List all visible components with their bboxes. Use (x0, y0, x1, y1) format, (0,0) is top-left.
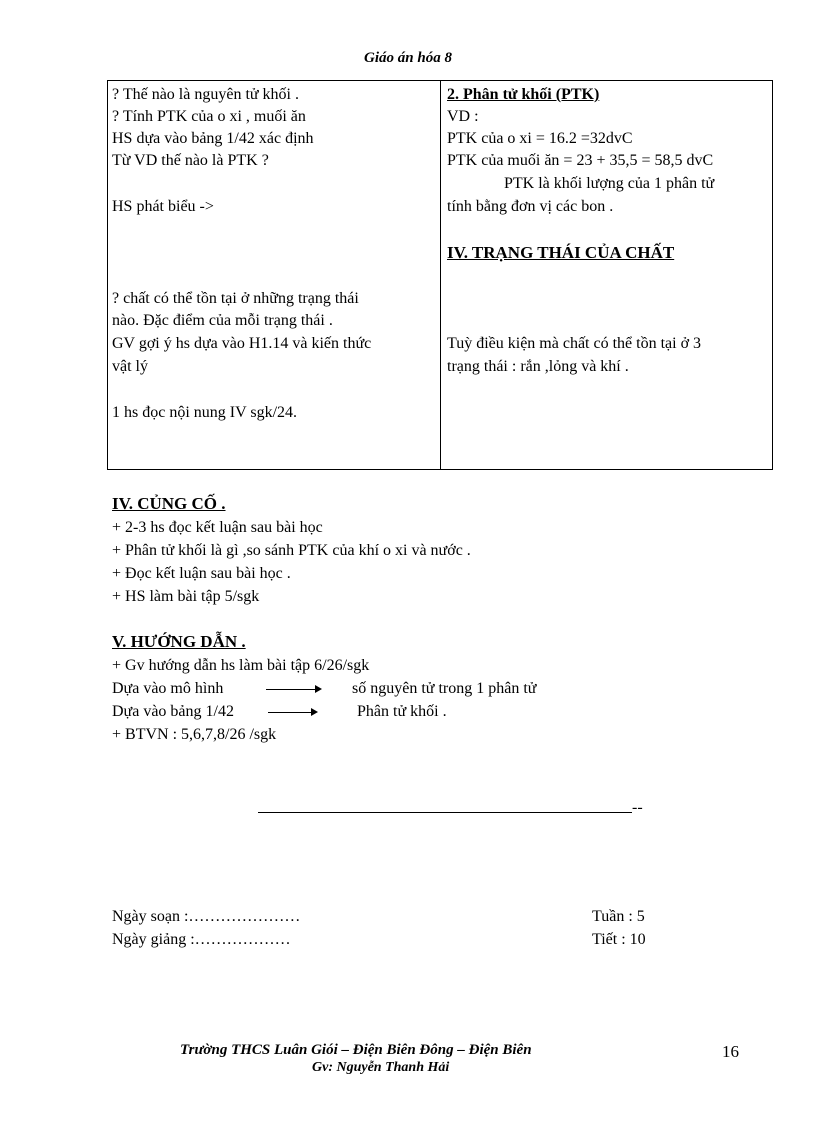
right-cell-line: PTK của muối ăn = 23 + 35,5 = 58,5 dvC (447, 152, 714, 169)
page-header-title: Giáo án hóa 8 (364, 50, 452, 66)
cungco-item: + HS làm bài tập 5/sgk (112, 588, 260, 605)
ptk-heading: 2. Phân tử khối (PTK) (447, 86, 600, 103)
huongdan-row2-left: Dựa vào bảng 1/42 (112, 703, 234, 720)
huongdan-row2-right: Phân tử khối . (357, 703, 447, 720)
state-section-heading: IV. TRẠNG THÁI CỦA CHẤT (447, 243, 675, 262)
huongdan-item: + BTVN : 5,6,7,8/26 /sgk (112, 726, 277, 743)
cungco-item: + Đọc kết luận sau bài học . (112, 565, 291, 582)
page-number: 16 (722, 1042, 739, 1061)
left-cell-line: 1 hs đọc nội nung IV sgk/24. (112, 404, 298, 421)
right-cell-line: trạng thái : rắn ,lỏng và khí . (447, 358, 629, 375)
left-cell-line: vật lý (112, 358, 148, 375)
left-cell-line: ? chất có thể tồn tại ở những trạng thái (112, 290, 359, 307)
arrow-right-icon (266, 689, 320, 690)
right-cell-line: PTK là khối lượng của 1 phân tử (504, 175, 715, 192)
cungco-item: + Phân tử khối là gì ,so sánh PTK của khí o xi và nước . (112, 542, 471, 559)
ngay-soan: Ngày soạn :………………… (112, 908, 301, 925)
arrow-right-icon (268, 712, 316, 713)
tuan: Tuần : 5 (592, 908, 645, 925)
left-cell-line: Từ VD thế nào là PTK ? (112, 152, 269, 169)
right-cell-line: Tuỳ điều kiện mà chất có thể tồn tại ở 3 (447, 335, 702, 352)
separator-line (258, 812, 632, 813)
cungco-heading: IV. CỦNG CỐ . (112, 494, 226, 513)
cungco-item: + 2-3 hs đọc kết luận sau bài học (112, 519, 323, 536)
left-cell-line: HS dựa vào bảng 1/42 xác định (112, 130, 314, 147)
separator-tail: -- (632, 799, 643, 816)
left-cell-line: GV gợi ý hs dựa vào H1.14 và kiến thức (112, 335, 372, 352)
huongdan-item: + Gv hướng dẫn hs làm bài tập 6/26/sgk (112, 657, 370, 674)
table-column-divider (440, 80, 441, 470)
huongdan-row1-left: Dựa vào mô hình (112, 680, 224, 697)
ngay-giang: Ngày giảng :……………… (112, 931, 291, 948)
left-cell-line: HS phát biểu -> (112, 198, 214, 215)
tiet: Tiết : 10 (592, 931, 646, 948)
left-cell-line: ? Tính PTK của o xi , muối ăn (112, 108, 306, 125)
left-cell-line: nào. Đặc điểm của mỗi trạng thái . (112, 312, 333, 329)
right-cell-line: tính bằng đơn vị các bon . (447, 198, 614, 215)
huongdan-row1-right: số nguyên tử trong 1 phân tử (352, 680, 537, 697)
footer-teacher: Gv: Nguyễn Thanh Hải (312, 1060, 450, 1075)
right-cell-line: PTK của o xi = 16.2 =32dvC (447, 130, 633, 147)
right-cell-line: VD : (447, 108, 479, 125)
left-cell-line: ? Thế nào là nguyên tử khối . (112, 86, 299, 103)
huongdan-heading: V. HƯỚNG DẪN . (112, 632, 246, 651)
footer-school: Trường THCS Luân Giói – Điện Biên Đông – Điện Biên (180, 1042, 532, 1058)
